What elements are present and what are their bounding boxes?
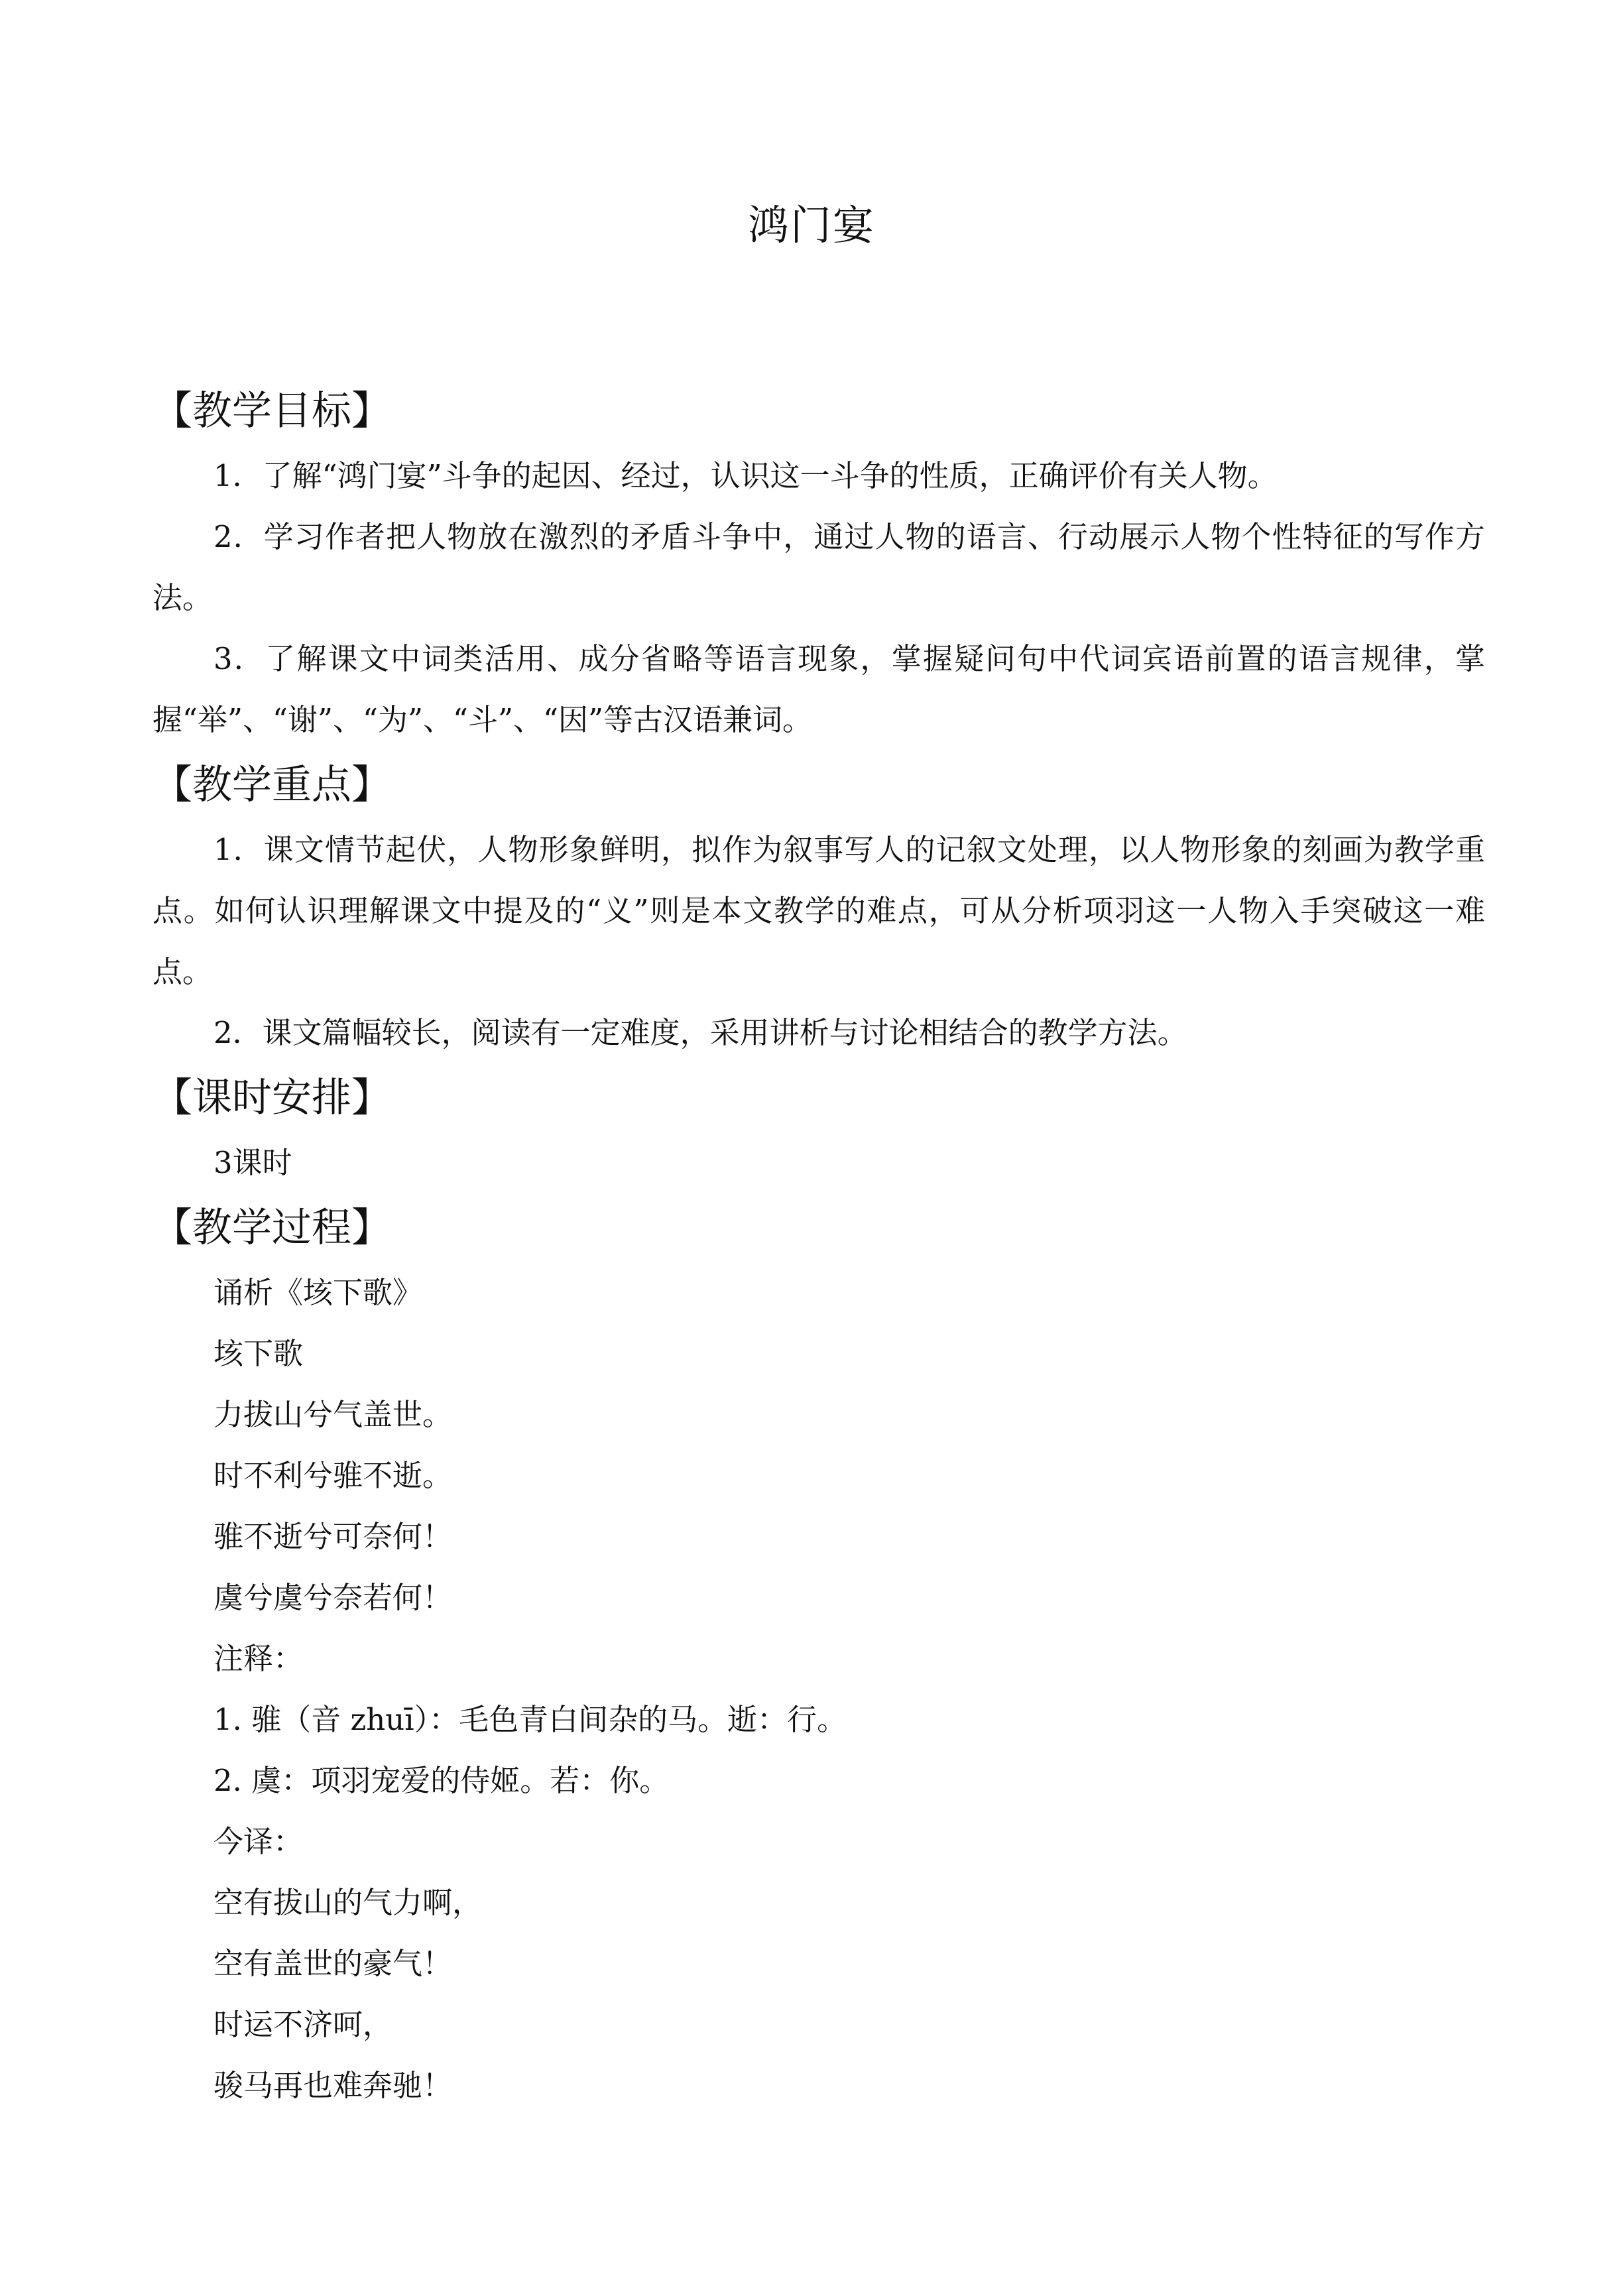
- section-heading-schedule: 【课时安排】: [152, 1075, 391, 1121]
- section-heading-process: 【教学过程】: [152, 1205, 391, 1251]
- poem-line-2: 时不利兮骓不逝。: [213, 1458, 453, 1493]
- schedule-text: 3课时: [213, 1145, 292, 1180]
- document-title: 鸿门宴: [747, 201, 875, 249]
- poem-title: 垓下歌: [213, 1336, 304, 1371]
- key-point-item-1: 1．课文情节起伏，人物形象鲜明，拟作为叙事写人的记叙文处理，以人物形象的刻画为教学重点。如何认识理解课文中提及的“义”则是本文教学的难点，可从分析项羽这一人物入手突破这一难点。: [152, 832, 1485, 989]
- poem-line-1: 力拔山兮气盖世。: [213, 1397, 453, 1432]
- notes-label: 注释：: [213, 1641, 304, 1676]
- note-item-1: 1. 骓（音 zhuī）：毛色青白间杂的马。逝：行。: [213, 1702, 847, 1737]
- translation-label: 今译：: [213, 1824, 304, 1859]
- translation-line-3: 时运不济呵，: [213, 2007, 393, 2042]
- objective-item-1: 1．了解“鸿门宴”斗争的起因、经过，认识这一斗争的性质，正确评价有关人物。: [213, 458, 1278, 493]
- objective-item-2: 2．学习作者把人物放在激烈的矛盾斗争中，通过人物的语言、行动展示人物个性特征的写作方法。: [152, 519, 1485, 615]
- translation-line-2: 空有盖世的豪气！: [213, 1946, 453, 1981]
- poem-line-4: 虞兮虞兮奈若何！: [213, 1580, 453, 1615]
- poem-line-3: 骓不逝兮可奈何！: [213, 1519, 453, 1554]
- key-point-item-2: 2．课文篇幅较长，阅读有一定难度，采用讲析与讨论相结合的教学方法。: [213, 1015, 1187, 1050]
- section-heading-key-points: 【教学重点】: [152, 762, 391, 808]
- process-line-intro: 诵析《垓下歌》: [213, 1275, 423, 1310]
- document-body: [152, 377, 1485, 2116]
- section-heading-objectives: 【教学目标】: [152, 388, 391, 434]
- note-item-2: 2. 虞：项羽宠爱的侍姬。若：你。: [213, 1763, 670, 1798]
- translation-line-4: 骏马再也难奔驰！: [213, 2068, 453, 2103]
- translation-line-1: 空有拔山的气力啊，: [213, 1885, 483, 1920]
- objective-item-3: 3．了解课文中词类活用、成分省略等语言现象，掌握疑问句中代词宾语前置的语言规律，掌握“举”、“谢”、“为”、“斗”、“因”等古汉语兼词。: [152, 641, 1485, 737]
